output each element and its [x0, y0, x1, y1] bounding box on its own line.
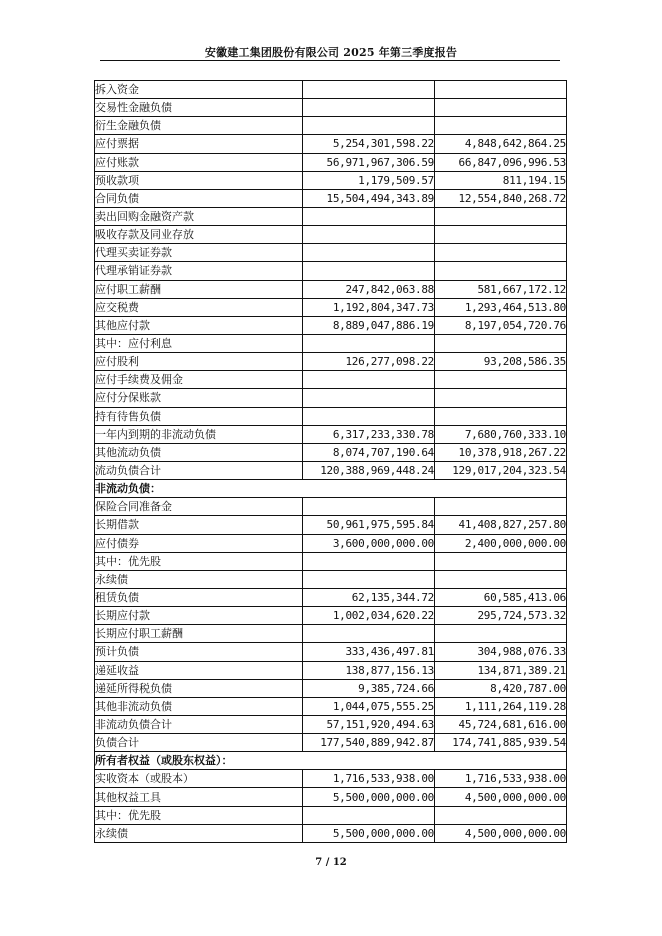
table-row: [95, 679, 567, 697]
prior-period-value: [435, 407, 567, 425]
row-label: 应付手续费及佣金: [95, 371, 303, 389]
row-label: 递延收益: [95, 661, 303, 679]
table-row: [95, 461, 567, 479]
prior-period-value: [435, 806, 567, 824]
current-period-value: 8,889,047,886.19: [303, 316, 435, 334]
row-label: 永续债: [95, 570, 303, 588]
row-label: 其中：优先股: [95, 552, 303, 570]
current-period-value: 1,192,804,347.73: [303, 298, 435, 316]
prior-period-value: 811,194.15: [435, 171, 567, 189]
prior-period-value: 134,871,389.21: [435, 661, 567, 679]
section-header: 所有者权益（或股东权益）：: [95, 752, 567, 770]
table-row: [95, 625, 567, 643]
current-period-value: 120,388,969,448.24: [303, 461, 435, 479]
table-row: [95, 643, 567, 661]
balance-sheet-table: [94, 80, 567, 843]
row-label: 预计负债: [95, 643, 303, 661]
table-row: [95, 806, 567, 824]
current-period-value: 56,971,967,306.59: [303, 153, 435, 171]
current-period-value: [303, 371, 435, 389]
row-label: 衍生金融负债: [95, 117, 303, 135]
prior-period-value: [435, 207, 567, 225]
current-period-value: 5,500,000,000.00: [303, 824, 435, 842]
row-label: 其他非流动负债: [95, 697, 303, 715]
current-period-value: 1,002,034,620.22: [303, 607, 435, 625]
row-label: 递延所得税负债: [95, 679, 303, 697]
row-label: 永续债: [95, 824, 303, 842]
table-row: [95, 661, 567, 679]
table-row: [95, 262, 567, 280]
current-period-value: 62,135,344.72: [303, 588, 435, 606]
prior-period-value: [435, 99, 567, 117]
table-row: [95, 371, 567, 389]
table-row: [95, 207, 567, 225]
prior-period-value: 45,724,681,616.00: [435, 715, 567, 733]
prior-period-value: 2,400,000,000.00: [435, 534, 567, 552]
row-label: 流动负债合计: [95, 461, 303, 479]
current-period-value: 1,716,533,938.00: [303, 770, 435, 788]
prior-period-value: 41,408,827,257.80: [435, 516, 567, 534]
current-period-value: [303, 625, 435, 643]
table-row: [95, 280, 567, 298]
current-period-value: [303, 117, 435, 135]
prior-period-value: 129,017,204,323.54: [435, 461, 567, 479]
row-label: 应交税费: [95, 298, 303, 316]
prior-period-value: 1,111,264,119.28: [435, 697, 567, 715]
prior-period-value: [435, 625, 567, 643]
current-period-value: 15,504,494,343.89: [303, 189, 435, 207]
current-period-value: [303, 244, 435, 262]
row-label: 应付分保账款: [95, 389, 303, 407]
row-label: 吸收存款及同业存放: [95, 226, 303, 244]
row-label: 其中：优先股: [95, 806, 303, 824]
current-period-value: 3,600,000,000.00: [303, 534, 435, 552]
row-label: 应付职工薪酬: [95, 280, 303, 298]
current-period-value: 57,151,920,494.63: [303, 715, 435, 733]
row-label: 合同负债: [95, 189, 303, 207]
prior-period-value: [435, 498, 567, 516]
table-row: [95, 588, 567, 606]
table-row: [95, 552, 567, 570]
prior-period-value: 581,667,172.12: [435, 280, 567, 298]
prior-period-value: 304,988,076.33: [435, 643, 567, 661]
current-period-value: 6,317,233,330.78: [303, 425, 435, 443]
row-label: 应付债券: [95, 534, 303, 552]
current-period-value: 138,877,156.13: [303, 661, 435, 679]
table-row: [95, 697, 567, 715]
row-label: 实收资本（或股本）: [95, 770, 303, 788]
table-row: [95, 81, 567, 99]
current-period-value: 247,842,063.88: [303, 280, 435, 298]
row-label: 其中：应付利息: [95, 334, 303, 352]
row-label: 其他权益工具: [95, 788, 303, 806]
table-row: [95, 389, 567, 407]
prior-period-value: 8,197,054,720.76: [435, 316, 567, 334]
prior-period-value: [435, 117, 567, 135]
prior-period-value: 8,420,787.00: [435, 679, 567, 697]
table-row: [95, 770, 567, 788]
table-row: [95, 135, 567, 153]
current-period-value: 5,500,000,000.00: [303, 788, 435, 806]
row-label: 应付账款: [95, 153, 303, 171]
prior-period-value: 174,741,885,939.54: [435, 734, 567, 752]
current-period-value: [303, 389, 435, 407]
current-period-value: 9,385,724.66: [303, 679, 435, 697]
current-period-value: [303, 207, 435, 225]
row-label: 代理承销证券款: [95, 262, 303, 280]
table-row: [95, 99, 567, 117]
prior-period-value: [435, 244, 567, 262]
prior-period-value: 7,680,760,333.10: [435, 425, 567, 443]
prior-period-value: 4,500,000,000.00: [435, 788, 567, 806]
prior-period-value: [435, 262, 567, 280]
current-period-value: 1,044,075,555.25: [303, 697, 435, 715]
prior-period-value: [435, 334, 567, 352]
table-row: [95, 353, 567, 371]
section-header-row: [95, 752, 567, 770]
table-row: [95, 244, 567, 262]
table-row: [95, 443, 567, 461]
page-number: 7 / 12: [315, 857, 347, 868]
current-period-value: [303, 99, 435, 117]
table-row: [95, 226, 567, 244]
current-period-value: [303, 226, 435, 244]
row-label: 代理买卖证券款: [95, 244, 303, 262]
row-label: 其他应付款: [95, 316, 303, 334]
row-label: 保险合同准备金: [95, 498, 303, 516]
prior-period-value: 10,378,918,267.22: [435, 443, 567, 461]
row-label: 负债合计: [95, 734, 303, 752]
table-row: [95, 117, 567, 135]
prior-period-value: [435, 570, 567, 588]
current-period-value: 5,254,301,598.22: [303, 135, 435, 153]
current-period-value: [303, 806, 435, 824]
row-label: 其他流动负债: [95, 443, 303, 461]
prior-period-value: 12,554,840,268.72: [435, 189, 567, 207]
prior-period-value: [435, 552, 567, 570]
table-row: [95, 824, 567, 842]
current-period-value: [303, 570, 435, 588]
current-period-value: [303, 81, 435, 99]
current-period-value: [303, 407, 435, 425]
row-label: 长期应付职工薪酬: [95, 625, 303, 643]
row-label: 长期借款: [95, 516, 303, 534]
table-row: [95, 153, 567, 171]
prior-period-value: 66,847,096,996.53: [435, 153, 567, 171]
current-period-value: 126,277,098.22: [303, 353, 435, 371]
prior-period-value: [435, 371, 567, 389]
row-label: 应付票据: [95, 135, 303, 153]
row-label: 持有待售负债: [95, 407, 303, 425]
row-label: 交易性金融负债: [95, 99, 303, 117]
current-period-value: 8,074,707,190.64: [303, 443, 435, 461]
table-row: [95, 425, 567, 443]
table-row: [95, 570, 567, 588]
row-label: 卖出回购金融资产款: [95, 207, 303, 225]
table-row: [95, 171, 567, 189]
balance-sheet-body: [95, 81, 567, 843]
section-header: 非流动负债：: [95, 480, 567, 498]
table-row: [95, 407, 567, 425]
current-period-value: [303, 334, 435, 352]
current-period-value: 333,436,497.81: [303, 643, 435, 661]
prior-period-value: 93,208,586.35: [435, 353, 567, 371]
row-label: 一年内到期的非流动负债: [95, 425, 303, 443]
prior-period-value: 1,293,464,513.80: [435, 298, 567, 316]
row-label: 应付股利: [95, 353, 303, 371]
table-row: [95, 715, 567, 733]
table-row: [95, 298, 567, 316]
table-row: [95, 334, 567, 352]
row-label: 非流动负债合计: [95, 715, 303, 733]
current-period-value: 177,540,889,942.87: [303, 734, 435, 752]
prior-period-value: 1,716,533,938.00: [435, 770, 567, 788]
current-period-value: 1,179,509.57: [303, 171, 435, 189]
table-row: [95, 516, 567, 534]
prior-period-value: [435, 226, 567, 244]
table-row: [95, 534, 567, 552]
prior-period-value: 295,724,573.32: [435, 607, 567, 625]
header-rule: [100, 60, 560, 61]
prior-period-value: [435, 389, 567, 407]
table-row: [95, 607, 567, 625]
section-header-row: [95, 480, 567, 498]
current-period-value: [303, 552, 435, 570]
current-period-value: [303, 262, 435, 280]
table-row: [95, 788, 567, 806]
table-row: [95, 316, 567, 334]
table-row: [95, 734, 567, 752]
prior-period-value: 60,585,413.06: [435, 588, 567, 606]
current-period-value: [303, 498, 435, 516]
prior-period-value: 4,848,642,864.25: [435, 135, 567, 153]
table-row: [95, 498, 567, 516]
row-label: 拆入资金: [95, 81, 303, 99]
row-label: 租赁负债: [95, 588, 303, 606]
table-row: [95, 189, 567, 207]
row-label: 预收款项: [95, 171, 303, 189]
prior-period-value: 4,500,000,000.00: [435, 824, 567, 842]
current-period-value: 50,961,975,595.84: [303, 516, 435, 534]
row-label: 长期应付款: [95, 607, 303, 625]
report-header-title: 安徽建工集团股份有限公司 2025 年第三季度报告: [204, 46, 458, 59]
prior-period-value: [435, 81, 567, 99]
